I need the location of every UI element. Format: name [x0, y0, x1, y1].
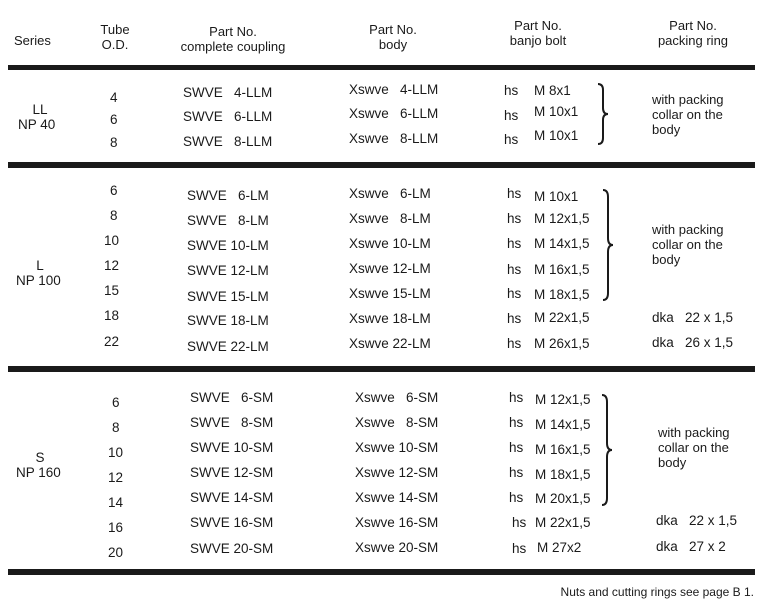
header-complete-coupling [168, 24, 298, 54]
header-series: Series [14, 33, 51, 48]
header-banjo-bolt-line2: banjo bolt [509, 33, 567, 48]
series-label: L [36, 258, 44, 273]
coupling-part-no: SWVE 22-LM [187, 339, 269, 354]
banjo-bolt-part-no: M 14x1,5 [534, 236, 590, 251]
bolt-prefix: hs [509, 440, 524, 455]
bolt-prefix: hs [512, 541, 527, 556]
tube-od: 12 [108, 470, 124, 485]
packing-ring-part-no: dka 22 x 1,5 [652, 310, 734, 325]
coupling-part-no: SWVE 15-LM [187, 289, 269, 304]
header-packing-ring-line2: packing ring [657, 33, 729, 48]
banjo-bolt-part-no: M 27x2 [537, 540, 582, 555]
tube-od: 4 [110, 90, 118, 105]
banjo-bolt-part-no: M 16x1,5 [534, 262, 590, 277]
header-tube-od [95, 22, 135, 52]
header-tube-od-line1: Tube [100, 22, 130, 37]
body-part-no: Xswve 4-LLM [349, 82, 439, 97]
tube-od: 8 [110, 135, 118, 150]
packing-note-line: with packing [652, 92, 724, 107]
packing-note-line: body [652, 122, 681, 137]
header-complete-coupling-line2: complete coupling [180, 39, 286, 54]
curly-brace-icon [600, 393, 614, 507]
bolt-prefix: hs [509, 490, 524, 505]
bolt-prefix: hs [507, 286, 522, 301]
packing-note-line: with packing [652, 222, 724, 237]
rule-group-1 [8, 162, 755, 168]
bolt-prefix: hs [509, 465, 524, 480]
tube-od: 22 [104, 334, 120, 349]
banjo-bolt-part-no: M 8x1 [534, 83, 571, 98]
rule-group-2 [8, 366, 755, 372]
coupling-part-no: SWVE 4-LLM [183, 85, 273, 100]
body-part-no: Xswve 8-LM [349, 211, 431, 226]
series-pressure: NP 100 [16, 273, 61, 288]
packing-note [658, 425, 730, 470]
tube-od: 6 [110, 112, 118, 127]
series-pressure: NP 40 [18, 117, 56, 132]
header-body-line1: Part No. [369, 22, 417, 37]
body-part-no: Xswve 6-LLM [349, 106, 439, 121]
bolt-prefix: hs [507, 311, 522, 326]
tube-od: 8 [112, 420, 120, 435]
header-body [358, 22, 428, 52]
banjo-bolt-part-no: M 10x1 [534, 128, 579, 143]
tube-od: 20 [108, 545, 124, 560]
body-part-no: Xswve 22-LM [349, 336, 431, 351]
bolt-prefix: hs [504, 83, 519, 98]
packing-ring-part-no: dka 22 x 1,5 [656, 513, 738, 528]
banjo-bolt-part-no: M 20x1,5 [535, 491, 591, 506]
banjo-bolt-part-no: M 18x1,5 [535, 467, 591, 482]
banjo-bolt-part-no: M 22x1,5 [535, 515, 591, 530]
footer-note: Nuts and cutting rings see page B 1. [560, 585, 754, 599]
banjo-bolt-part-no: M 26x1,5 [534, 336, 590, 351]
body-part-no: Xswve 6-SM [355, 390, 439, 405]
body-part-no: Xswve 12-LM [349, 261, 431, 276]
packing-ring-part-no: dka 27 x 2 [656, 539, 726, 554]
body-part-no: Xswve 14-SM [355, 490, 439, 505]
coupling-part-no: SWVE 20-SM [190, 541, 274, 556]
coupling-part-no: SWVE 16-SM [190, 515, 274, 530]
coupling-part-no: SWVE 12-LM [187, 263, 269, 278]
packing-note-line: collar on the [652, 107, 723, 122]
coupling-part-no: SWVE 6-SM [190, 390, 274, 405]
coupling-part-no: SWVE 8-SM [190, 415, 274, 430]
bolt-prefix: hs [512, 515, 527, 530]
header-body-line2: body [378, 37, 408, 52]
bolt-prefix: hs [507, 262, 522, 277]
banjo-bolt-part-no: M 10x1 [534, 104, 579, 119]
header-packing-ring [648, 18, 738, 48]
header-tube-od-line2: O.D. [101, 37, 129, 52]
packing-note-line: with packing [658, 425, 730, 440]
body-part-no: Xswve 12-SM [355, 465, 439, 480]
tube-od: 6 [110, 183, 118, 198]
coupling-part-no: SWVE 6-LM [187, 188, 269, 203]
header-banjo-bolt [498, 18, 578, 48]
packing-note-line: collar on the [658, 440, 729, 455]
rule-header [8, 65, 755, 70]
coupling-part-no: SWVE 18-LM [187, 313, 269, 328]
bolt-prefix: hs [507, 336, 522, 351]
packing-note-line: collar on the [652, 237, 723, 252]
banjo-bolt-part-no: M 14x1,5 [535, 417, 591, 432]
tube-od: 10 [108, 445, 124, 460]
curly-brace-icon [596, 82, 610, 146]
tube-od: 12 [104, 258, 120, 273]
body-part-no: Xswve 10-SM [355, 440, 439, 455]
packing-note-line: body [658, 455, 687, 470]
tube-od: 6 [112, 395, 120, 410]
banjo-bolt-part-no: M 16x1,5 [535, 442, 591, 457]
packing-note-line: body [652, 252, 681, 267]
banjo-bolt-part-no: M 12x1,5 [535, 392, 591, 407]
bolt-prefix: hs [504, 108, 519, 123]
banjo-bolt-part-no: M 18x1,5 [534, 287, 590, 302]
series-label: LL [32, 102, 48, 117]
banjo-bolt-part-no: M 22x1,5 [534, 310, 590, 325]
coupling-part-no: SWVE 8-LLM [183, 134, 273, 149]
coupling-part-no: SWVE 10-LM [187, 238, 269, 253]
header-complete-coupling-line1: Part No. [209, 24, 257, 39]
body-part-no: Xswve 16-SM [355, 515, 439, 530]
tube-od: 18 [104, 308, 120, 323]
packing-ring-part-no: dka 26 x 1,5 [652, 335, 734, 350]
coupling-part-no: SWVE 6-LLM [183, 109, 273, 124]
bolt-prefix: hs [507, 211, 522, 226]
coupling-part-no: SWVE 12-SM [190, 465, 274, 480]
packing-note [652, 92, 724, 137]
bolt-prefix: hs [507, 186, 522, 201]
packing-note [652, 222, 724, 267]
body-part-no: Xswve 8-LLM [349, 131, 439, 146]
header-banjo-bolt-line1: Part No. [514, 18, 562, 33]
header-packing-ring-line1: Part No. [669, 18, 717, 33]
curly-brace-icon [601, 188, 615, 302]
banjo-bolt-part-no: M 12x1,5 [534, 211, 590, 226]
body-part-no: Xswve 10-LM [349, 236, 431, 251]
series-pressure: NP 160 [16, 465, 61, 480]
bolt-prefix: hs [507, 236, 522, 251]
tube-od: 16 [108, 520, 124, 535]
body-part-no: Xswve 8-SM [355, 415, 439, 430]
tube-od: 8 [110, 208, 118, 223]
body-part-no: Xswve 18-LM [349, 311, 431, 326]
banjo-bolt-part-no: M 10x1 [534, 189, 579, 204]
bolt-prefix: hs [509, 415, 524, 430]
series-label: S [35, 450, 45, 465]
body-part-no: Xswve 6-LM [349, 186, 431, 201]
body-part-no: Xswve 20-SM [355, 540, 439, 555]
rule-bottom [8, 569, 755, 575]
bolt-prefix: hs [509, 390, 524, 405]
tube-od: 14 [108, 495, 124, 510]
body-part-no: Xswve 15-LM [349, 286, 431, 301]
coupling-part-no: SWVE 8-LM [187, 213, 269, 228]
coupling-part-no: SWVE 10-SM [190, 440, 274, 455]
tube-od: 10 [104, 233, 120, 248]
bolt-prefix: hs [504, 132, 519, 147]
tube-od: 15 [104, 283, 120, 298]
coupling-part-no: SWVE 14-SM [190, 490, 274, 505]
